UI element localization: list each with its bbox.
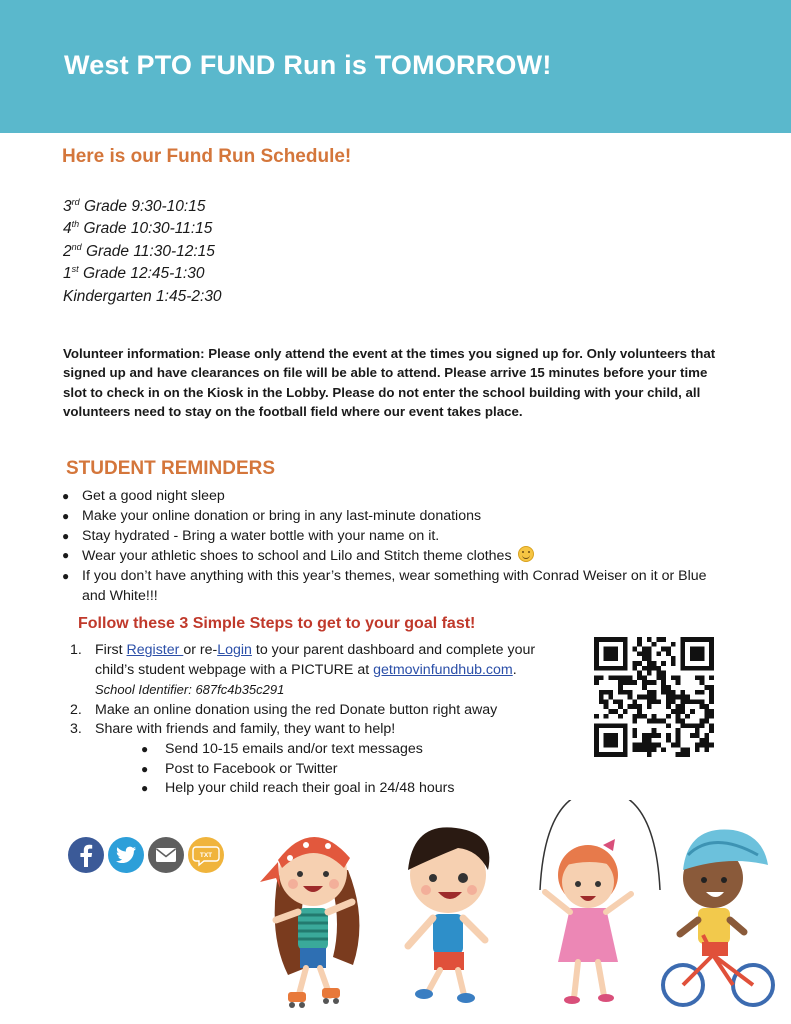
login-link[interactable]: Login [217, 642, 252, 658]
boy-bicycle-illustration [663, 830, 773, 1006]
smiley-emoji-icon [518, 546, 534, 562]
volunteer-info: Volunteer information: Please only attend the event at the times you signed up for. Only volunteers that signed up and have clearances on file will be able to attend. Please arrive 15 minutes before your time slot to check in on the Kiosk in the Lobby. Please do not enter the school building with your child, all volunteers need to stay on the football field where our event takes place. [63, 346, 716, 420]
reminder-item: ● Stay hydrated - Bring a water bottle with your name on it. [62, 527, 742, 547]
girl-roller-skates-illustration [260, 837, 359, 1008]
boy-running-illustration [408, 827, 489, 1003]
bullet-icon: ● [62, 528, 70, 543]
student-reminders-heading: STUDENT REMINDERS [66, 458, 276, 479]
text-message-icon[interactable] [188, 837, 224, 873]
schedule-item: 2nd Grade 11:30-12:15 [63, 241, 215, 260]
share-sub-item: ● Help your child reach their goal in 24/48 hours [141, 779, 550, 799]
bullet-icon: ● [141, 761, 149, 776]
girl-jump-rope-illustration [540, 800, 660, 1004]
step-item: 3. Share with friends and family, they want to help! ● Send 10-15 emails and/or text messages ● Post to Facebook or Twitter ● Help your child reach their goal in 24/48 hours [70, 720, 550, 798]
bullet-icon: ● [141, 781, 149, 796]
facebook-icon[interactable] [68, 837, 104, 873]
register-link[interactable]: Register [126, 642, 184, 658]
reminders-list [62, 487, 742, 607]
header-banner [0, 0, 791, 133]
share-sub-item: ● Send 10-15 emails and/or text messages [141, 740, 550, 760]
schedule-item: Kindergarten 1:45-2:30 [63, 287, 222, 305]
bullet-icon: ● [62, 508, 70, 523]
schedule-list [63, 196, 222, 308]
page-title: West PTO FUND Run is TOMORROW! [64, 50, 552, 80]
qr-code[interactable] [594, 637, 714, 757]
step-item: 2. Make an online donation using the red Donate button right away [70, 701, 498, 718]
schedule-item: 1st Grade 12:45-1:30 [63, 264, 205, 283]
txt-label: TXT [199, 852, 213, 859]
schedule-heading: Here is our Fund Run Schedule! [62, 146, 352, 167]
twitter-icon[interactable] [108, 837, 144, 873]
reminder-item: ● Wear your athletic shoes to school and Lilo and Stitch theme clothes [62, 546, 742, 567]
steps-heading: Follow these 3 Simple Steps to get to your goal fast! [78, 615, 476, 632]
reminder-item: ● If you don’t have anything with this year’s themes, wear something with Conrad Weiser on it or Blue and White!!! [62, 568, 707, 604]
bullet-icon: ● [62, 548, 70, 563]
social-share-icons [68, 836, 228, 876]
share-sub-item: ● Post to Facebook or Twitter [141, 760, 550, 780]
kids-illustration [258, 800, 778, 1015]
fundhub-link[interactable]: getmovinfundhub.com [373, 661, 513, 678]
email-icon[interactable] [148, 837, 184, 873]
bullet-icon: ● [62, 569, 70, 584]
step-item: 1. First Register or re-Login to your parent dashboard and complete your child’s student webpage with a PICTURE at getmovinfundhub.com. School Identifier: 687fc4b35c291 [70, 642, 536, 698]
school-identifier: School Identifier: 687fc4b35c291 [95, 682, 285, 698]
schedule-item: 3rd Grade 9:30-10:15 [63, 197, 206, 215]
steps-list [70, 641, 550, 799]
reminder-item: ● Make your online donation or bring in any last-minute donations [62, 507, 742, 527]
bullet-icon: ● [141, 741, 149, 756]
share-sub-list [95, 740, 550, 799]
reminder-item: ● Get a good night sleep [62, 487, 742, 507]
bullet-icon: ● [62, 489, 70, 503]
schedule-item: 4th Grade 10:30-11:15 [63, 219, 213, 238]
